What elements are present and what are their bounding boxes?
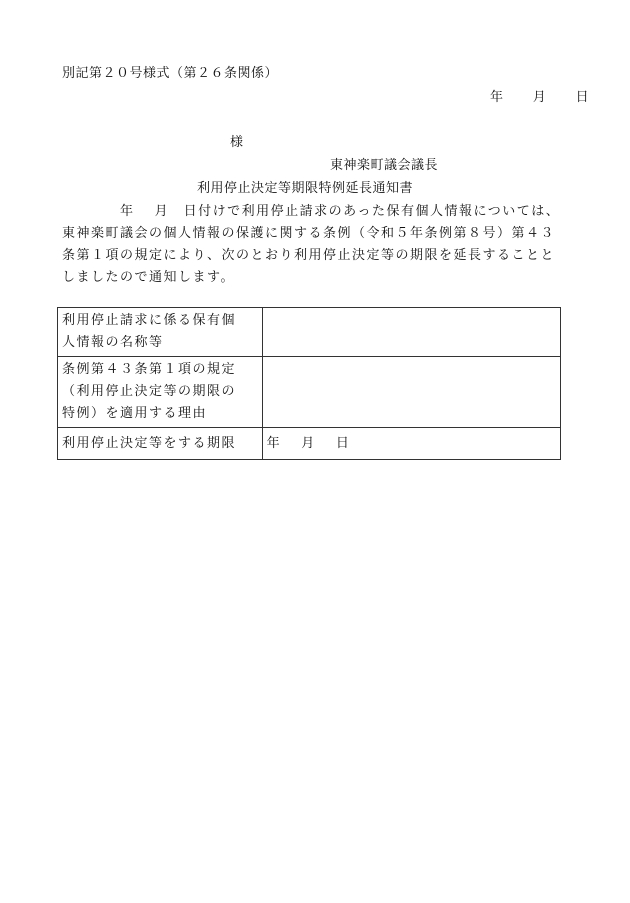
- row-value-deadline: 年 月 日: [262, 428, 560, 460]
- table-row: [58, 308, 561, 357]
- addressee: 様: [230, 135, 244, 150]
- table-row: [58, 357, 561, 428]
- row-label-reason: 条例第４３条第１項の規定 （利用停止決定等の期限の 特例）を適用する理由: [58, 357, 263, 428]
- body-line: 条第１項の規定により、次のとおり利用停止決定等の期限を延長することと: [62, 248, 556, 263]
- date-year: 年: [490, 90, 504, 105]
- row-value-reason: [262, 357, 560, 428]
- notice-date: [490, 90, 589, 106]
- body-line: 年 月 日付けで利用停止請求のあった保有個人情報については、: [62, 204, 561, 219]
- form-label: 別記第２０号様式（第２６条関係）: [62, 66, 279, 81]
- body-line: 東神楽町議会の個人情報の保護に関する条例（令和５年条例第８号）第４３: [62, 226, 556, 241]
- document-title: 利用停止決定等期限特例延長通知書: [197, 181, 414, 196]
- date-day: 日: [575, 90, 590, 105]
- row-label-info-name: 利用停止請求に係る保有個 人情報の名称等: [58, 308, 263, 357]
- notice-body: [62, 201, 562, 289]
- sender: 東神楽町議会議長: [330, 158, 439, 173]
- info-table: [57, 307, 561, 460]
- date-month: 月: [532, 90, 547, 105]
- row-label-deadline: 利用停止決定等をする期限: [58, 428, 263, 460]
- table-row: [58, 428, 561, 460]
- row-value-info-name: [262, 308, 560, 357]
- body-line: しましたので通知します。: [62, 270, 235, 285]
